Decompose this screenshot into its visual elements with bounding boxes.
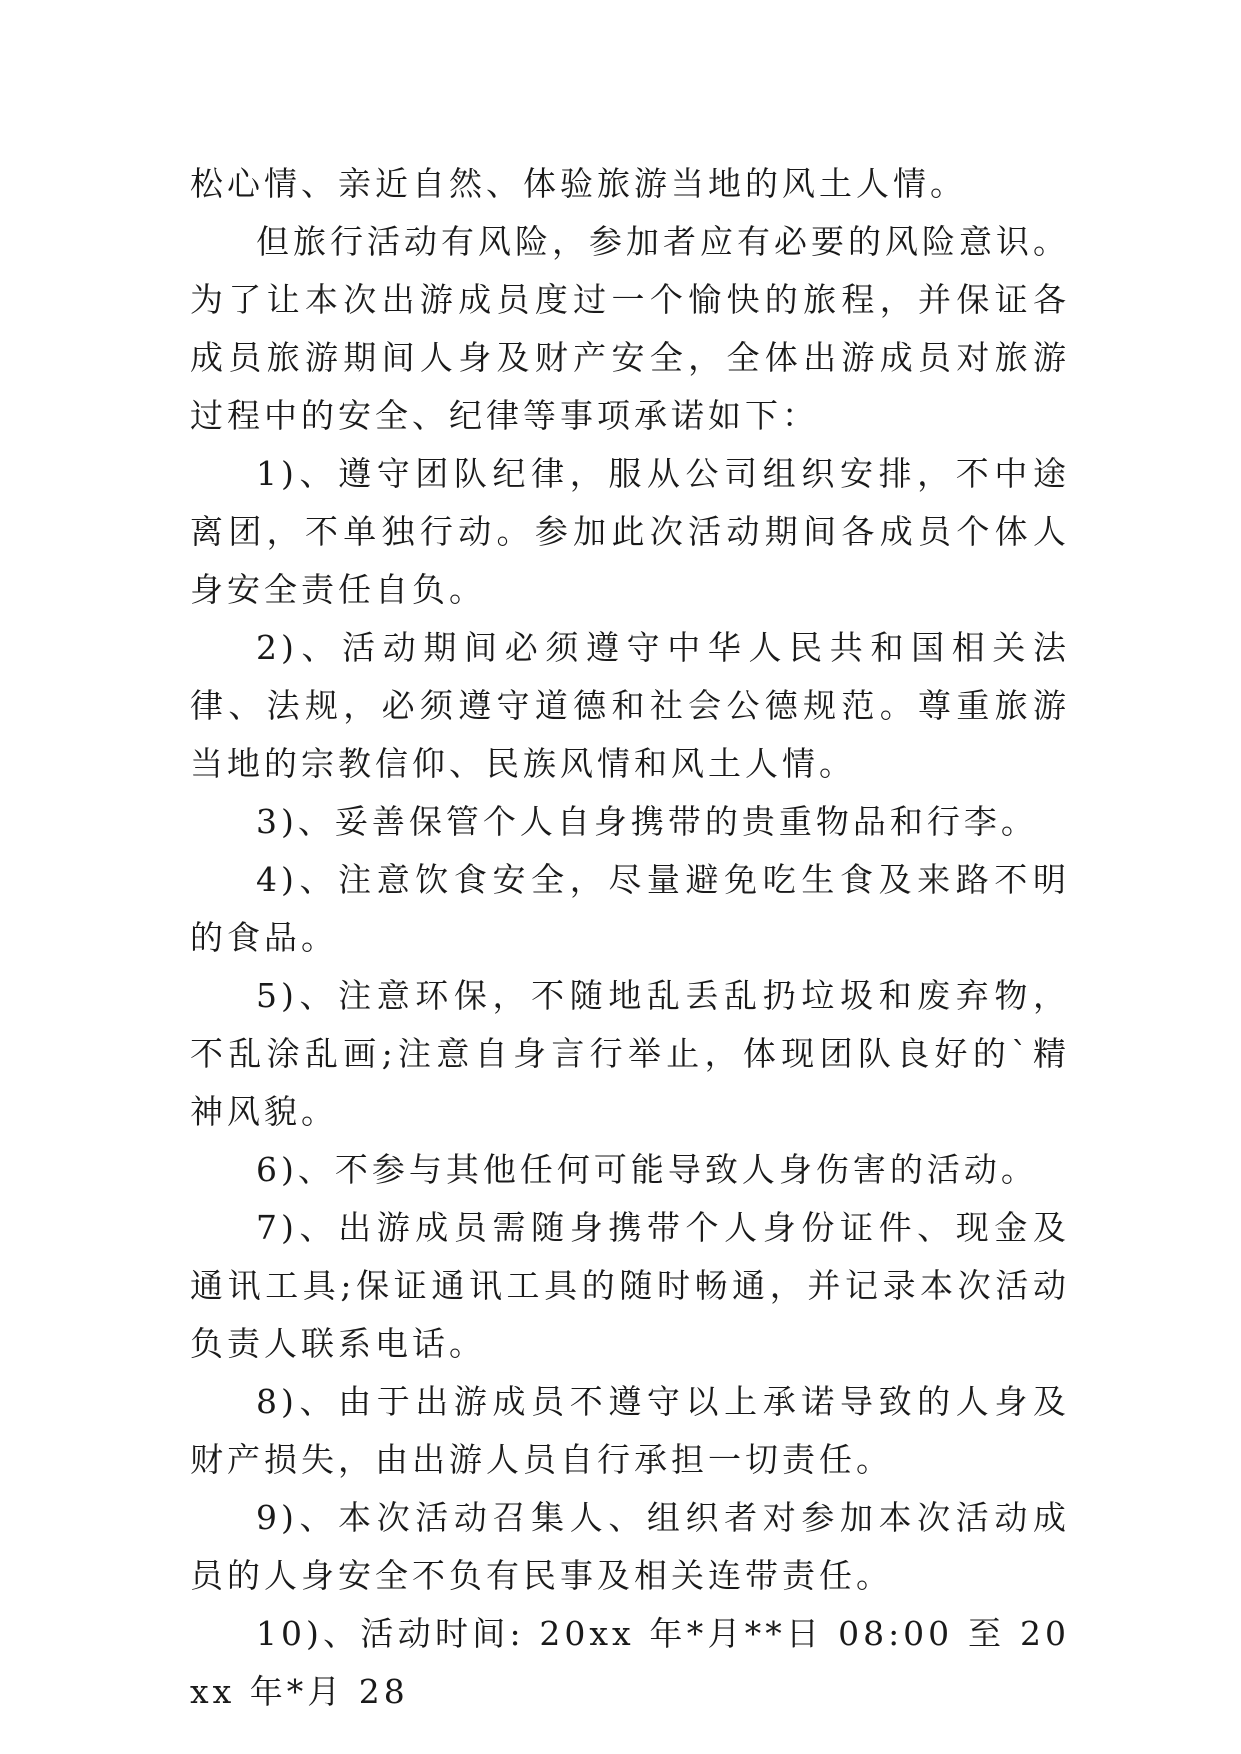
paragraph-item-6: 6)、不参与其他任何可能导致人身伤害的活动。: [256, 1150, 1038, 1189]
paragraph-item-9: 9)、本次活动召集人、组织者对参加本次活动成员的人身安全不负有民事及相关连带责任。: [190, 1498, 1070, 1595]
paragraph-intro: 但旅行活动有风险，参加者应有必要的风险意识。为了让本次出游成员度过一个愉快的旅程，并保证各成员旅游期间人身及财产安全，全体出游成员对旅游过程中的安全、纪律等事项承诺如下：: [190, 222, 1070, 435]
paragraph-item-5: 5)、注意环保，不随地乱丢乱扔垃圾和废弃物，不乱涂乱画;注意自身言行举止，体现团队良好的`精神风貌。: [190, 976, 1070, 1131]
paragraph-item-4: 4)、注意饮食安全，尽量避免吃生食及来路不明的食品。: [190, 860, 1070, 957]
paragraph-item-2: 2)、活动期间必须遵守中华人民共和国相关法律、法规，必须遵守道德和社会公德规范。尊重旅游当地的宗教信仰、民族风情和风土人情。: [190, 628, 1070, 783]
paragraph-continuation: 松心情、亲近自然、体验旅游当地的风土人情。: [190, 164, 967, 203]
paragraph-item-8: 8)、由于出游成员不遵守以上承诺导致的人身及财产损失，由出游人员自行承担一切责任。: [190, 1382, 1070, 1479]
paragraph-item-7: 7)、出游成员需随身携带个人身份证件、现金及通讯工具;保证通讯工具的随时畅通，并记录本次活动负责人联系电话。: [190, 1208, 1070, 1363]
paragraph-item-3: 3)、妥善保管个人自身携带的贵重物品和行李。: [256, 802, 1038, 841]
document-body: [190, 155, 1070, 1721]
paragraph-item-1: 1)、遵守团队纪律，服从公司组织安排，不中途离团，不单独行动。参加此次活动期间各成员个体人身安全责任自负。: [190, 454, 1070, 609]
paragraph-item-10: 10)、活动时间: 20xx 年*月**日 08:00 至 20xx 年*月 28: [190, 1614, 1070, 1711]
